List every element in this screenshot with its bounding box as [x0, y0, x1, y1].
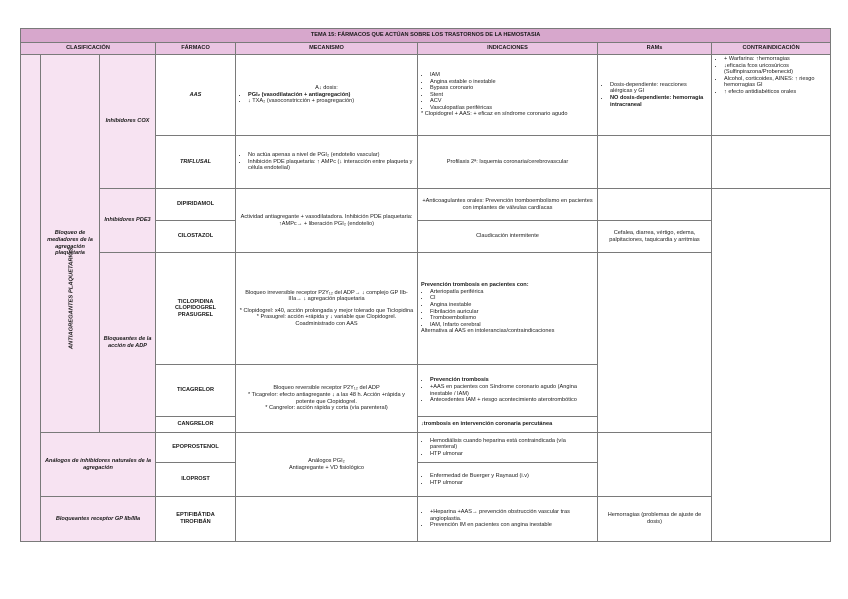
dipiridamol-rams [598, 189, 712, 221]
drug-aas: AAS [156, 55, 236, 136]
thieno-ind-item: • Tromboembolismo [430, 315, 594, 322]
triflusal-contra [712, 136, 831, 189]
aas-mechanism [236, 55, 418, 136]
triflusal-mechanism [236, 136, 418, 189]
thieno-ind-item: • CI [430, 295, 594, 302]
aas-ind-item: • IAM [430, 72, 594, 79]
drug-name: CLOPIDOGREL [174, 305, 217, 312]
drug-gp-blockers [156, 497, 236, 542]
iloprost-indications [418, 463, 598, 497]
header-contraindicacion: CONTRAINDICACIÓN [712, 43, 831, 55]
ticagrelor-mech-note: * Cangrelor: acción rápida y corta (vía parenteral) [265, 405, 388, 412]
thieno-mech-main: Bloqueo irreversible receptor P2Y₁₂ del ADP→ ↓ complejo GP IIb-IIIa→ ↓ agregación plaquetaria [245, 289, 408, 303]
aas-ind-item: • ACV [430, 98, 594, 105]
gp-mechanism-empty [236, 497, 418, 542]
ticagrelor-mech-note: * Ticagrelor: efecto antiagregante ↓ a las 48 h. Acción +rápida y potente que Clopidogrel. [248, 391, 405, 405]
drug-name: TIROFIBÁN [180, 519, 211, 525]
subgroup-gp: Bloqueantes receptor GP IIb/IIIa [41, 497, 156, 542]
adp-rams-empty [598, 253, 712, 433]
row-aas [21, 55, 831, 136]
drug-triflusal: TRIFLUSAL [156, 136, 236, 189]
ticagrelor-ind-item: • Antecedentes IAM + riesgo acontecimiento aterotrombótico [430, 397, 594, 404]
drug-cangrelor: CANGRELOR [156, 417, 236, 433]
drug-epoprostenol: EPOPROSTENOL [156, 433, 236, 463]
analogos-mechanism [236, 433, 418, 497]
aas-ram-item: • Dosis-dependiente: reacciones alérgicas y GI [610, 82, 708, 95]
subgroup-bloqueo: Bloqueo de mediadores de la agregación plaquetaria [41, 55, 100, 433]
epoprostenol-indications [418, 433, 598, 463]
aas-indications [418, 55, 598, 136]
thieno-ind-title: Prevención trombosis en pacientes con: [421, 282, 529, 289]
subgroup-analogos: Análogos de inhibidores naturales de la agregación [41, 433, 156, 497]
aas-contra [712, 55, 831, 136]
epoprostenol-ind-item: • HTP ulmonar [430, 451, 594, 458]
aas-ind-item: • Stent [430, 92, 594, 99]
aas-ind-item: • Bypass coronario [430, 85, 594, 92]
header-rams: RAMs [598, 43, 712, 55]
dipiridamol-indication: +Anticoagulantes orales: Prevención tromboembolismo en pacientes con implantes de válvulas cardíacas [418, 189, 598, 221]
thieno-mech-note: * Prasugrel: acción +rápida y ↓ variable que Clopidogrel. Coadministrado con AAS [256, 314, 397, 327]
aas-contra-item: • Alcohol, corticoides, AINES: ↑ riesgo hemorragias GI [724, 76, 827, 89]
gp-rams: Hemorragias (problemas de ajuste de dosis) [598, 497, 712, 542]
pde3-mechanism: Actividad antiagregante + vasodilatadora. Inhibición PDE plaquetaria: ↑AMPc→ + liberación PGI₂ (endotelio) [236, 189, 418, 253]
epoprostenol-ind-item: • Hemodiálisis cuando heparina está contraindicada (vía parenteral) [430, 438, 594, 451]
page-title: TEMA 15: FÁRMACOS QUE ACTÚAN SOBRE LOS TRASTORNOS DE LA HEMOSTASIA [21, 29, 831, 43]
title-row [21, 29, 831, 43]
triflusal-rams [598, 136, 712, 189]
cilostazol-rams: Cefalea, diarrea, vértigo, edema, palpitaciones, taquicardia y arritmias [598, 221, 712, 253]
drug-name: PRASUGREL [177, 311, 214, 318]
aas-rams [598, 55, 712, 136]
ticagrelor-indications [418, 365, 598, 417]
ticagrelor-ind-item: • +AAS en pacientes con Síndrome coronario agudo (Angina inestable / IAM) [430, 384, 594, 397]
triflusal-mech-item: • No actúa apenas a nivel de PGI₂ (endotelio vascular) [248, 152, 414, 159]
header-clasificacion: CLASIFICACIÓN [21, 43, 156, 55]
analogos-rams-empty [598, 433, 712, 497]
thieno-ind-item: • Fibrilación auricular [430, 309, 594, 316]
header-row [21, 43, 831, 55]
row-gp-blockers [21, 497, 831, 542]
subgroup-cox: Inhibidores COX [100, 55, 156, 189]
drug-iloprost: ILOPROST [156, 463, 236, 497]
header-indicaciones: INDICACIONES [418, 43, 598, 55]
contra-empty [712, 189, 831, 542]
aas-ind-note: * Clopidogrel + AAS: + eficaz en síndrome coronario agudo [421, 111, 568, 118]
iloprost-ind-item: • HTP ulmonar [430, 480, 594, 487]
cilostazol-indication: Claudicación intermitente [418, 221, 598, 253]
ticagrelor-mechanism [236, 365, 418, 433]
drug-name: TICLOPIDINA [177, 298, 214, 305]
aas-ind-item: • Angina estable o inestable [430, 79, 594, 86]
thieno-mech-note: * Clopidogrel: x40, acción prolongada y mejor tolerado que Ticlopidina [239, 307, 414, 314]
aas-ram-item: • NO dosis-dependiente: hemorragia intracraneal [610, 95, 708, 108]
row-dipiridamol [21, 189, 831, 221]
cangrelor-indication: ↓trombosis en intervención coronaria percutánea [418, 417, 598, 433]
thieno-mechanism [236, 253, 418, 365]
thieno-ind-item: • IAM, Infarto cerebral [430, 322, 594, 329]
drug-ticagrelor: TICAGRELOR [156, 365, 236, 417]
big-group-label: ANTIAGREGANTES PLAQUETARIOS [68, 247, 75, 349]
gp-ind-item: • +Heparina +AAS→ prevención obstrucción vascular tras angioplastia. [430, 509, 594, 522]
aas-mech-item: • ↓ TXA₂ (vasoconstricción + proagregación) [248, 98, 414, 105]
hemostasis-table [20, 28, 831, 542]
header-farmaco: FÁRMACO [156, 43, 236, 55]
aas-mech-title: A↓ dosis: [315, 85, 338, 92]
aas-contra-item: • + Warfarina: ↑hemorragias [724, 56, 827, 63]
drug-name: EPTIFIBÁTIDA [176, 512, 215, 519]
header-mecanismo: MECANISMO [236, 43, 418, 55]
aas-ind-item: • Vasculopatías periféricas [430, 105, 594, 112]
ticagrelor-mech-main: Bloqueo reversible receptor P2Y₁₂ del ADP [273, 385, 380, 392]
iloprost-ind-item: • Enfermedad de Buerger y Raynaud (i.v) [430, 473, 594, 480]
row-epoprostenol [21, 433, 831, 463]
thieno-ind-item: • Arteriopatía periférica [430, 289, 594, 296]
triflusal-mech-item: • Inhibición PDE plaquetaria: ↑ AMPc (↓ interacción entre plaqueta y célula endotelial) [248, 159, 414, 172]
thieno-ind-note: Alternativa al AAS en intolerancias/contraindicaciones [421, 328, 555, 335]
aas-contra-item: • ↑ efecto antidiabéticos orales [724, 89, 827, 96]
drug-thienopyridines [156, 253, 236, 365]
thieno-ind-item: • Angina inestable [430, 302, 594, 309]
thieno-indications [418, 253, 598, 365]
aas-contra-item: • ↓eficacia fcos uricosúricos (Sulfinpirazona/Probenecid) [724, 63, 827, 76]
drug-cilostazol: CILOSTAZOL [156, 221, 236, 253]
drug-dipiridamol: DIPIRIDAMOL [156, 189, 236, 221]
analogos-mech-line: Análogos PGI₂ [308, 457, 345, 464]
analogos-mech-line: Antiagregante + VD fisiológico [288, 464, 365, 471]
subgroup-adp: Bloqueantes de la acción de ADP [100, 253, 156, 433]
row-thienopyridines [21, 253, 831, 365]
ticagrelor-ind-item: • Prevención trombosis [430, 377, 594, 384]
gp-ind-item: • Prevención IM en pacientes con angina inestable [430, 522, 594, 529]
gp-indications [418, 497, 598, 542]
aas-mech-item: • PGI₂ (vasodilatación + antiagregación) [248, 92, 414, 99]
triflusal-indication: Profilaxis 2ª: Isquemia coronaria/cerebrovascular [418, 136, 598, 189]
subgroup-pde3: Inhibidores PDE3 [100, 189, 156, 253]
